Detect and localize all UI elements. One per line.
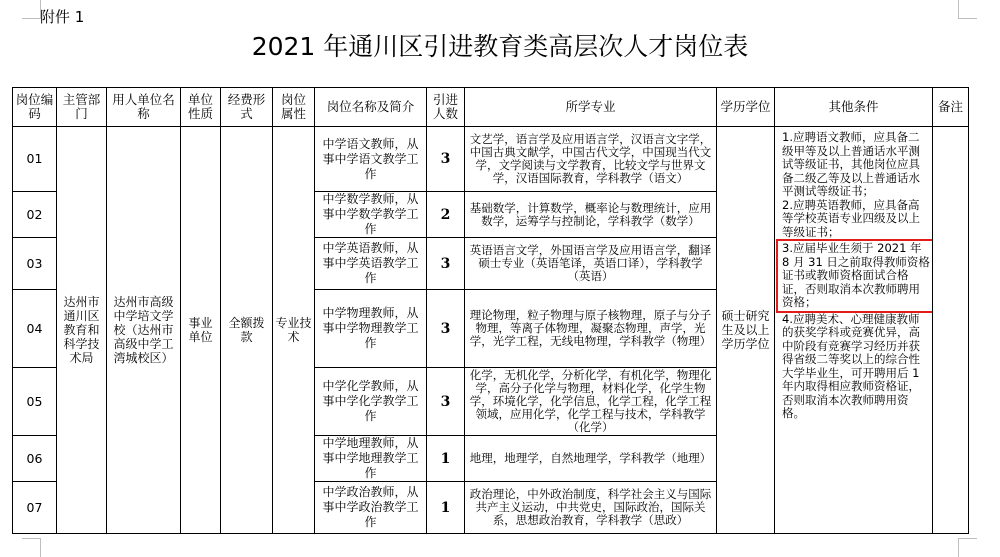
employer-cell: 达州市高级中学培文学校（达州市高级中学工湾城校区） [107, 127, 181, 534]
row-major: 理论物理，粒子物理与原子核物理，原子与分子物理，等离子体物理，凝聚态物理，声学，光学，光学工程，无线电物理，学科教学（物理） [465, 290, 717, 368]
header-attribute: 岗位属性 [273, 88, 315, 127]
row-count: 3 [427, 290, 465, 368]
header-major: 所学专业 [465, 88, 717, 127]
table-row [13, 127, 969, 192]
row-code: 02 [13, 192, 57, 238]
row-count: 1 [427, 436, 465, 482]
row-code: 06 [13, 436, 57, 482]
row-count: 2 [427, 192, 465, 238]
condition-1: 1.应聘语文教师，应具备二级甲等及以上普通话水平测试等级证书，其他岗位应具备二级乙等及以上普通话水平测试等级证书； [782, 130, 920, 198]
row-position: 中学英语教师，从事中学英语教学工作 [315, 238, 427, 290]
row-position: 中学政治教师，从事中学政治教学工作 [315, 482, 427, 534]
crop-mark-top-left [22, 0, 41, 19]
header-code: 岗位编码 [13, 88, 57, 127]
row-position: 中学化学教师，从事中学化学教学工作 [315, 368, 427, 436]
crop-mark-bottom-left [22, 538, 41, 557]
row-major: 政治理论，中外政治制度，科学社会主义与国际共产主义运动，中共党史，国际政治，国际关系，思想政治教育，学科教学（思政） [465, 482, 717, 534]
table-header-row [13, 88, 969, 127]
row-major: 文艺学，语言学及应用语言学，汉语言文字学，中国古典文献学，中国古代文学，中国现当代文学，文学阅读与文学教育，比较文学与世界文学，汉语国际教育，学科教学（语文） [465, 127, 717, 192]
row-position: 中学地理教师，从事中学地理教学工作 [315, 436, 427, 482]
row-major: 英语语言文学，外国语言学及应用语言学，翻译硕士专业（英语笔译，英语口译），学科教学（英语） [465, 238, 717, 290]
funding-cell: 全额拨款 [221, 127, 273, 534]
crop-mark-bottom-right [958, 538, 977, 557]
header-remark: 备注 [933, 88, 969, 127]
header-position: 岗位名称及简介 [315, 88, 427, 127]
row-major: 地理，地理学，自然地理学，学科教学（地理） [465, 436, 717, 482]
remark-cell [933, 127, 969, 534]
row-major: 化学，无机化学，分析化学，有机化学，物理化学，高分子化学与物理，材料化学，化学生物学，环境化学，化学信息，化学工程，化学工程领域，应用化学，化学工程与技术，学科教学（化学） [465, 368, 717, 436]
row-code: 03 [13, 238, 57, 290]
attribute-cell: 专业技术 [273, 127, 315, 534]
header-funding: 经费形式 [221, 88, 273, 127]
positions-table [12, 87, 969, 534]
degree-cell: 硕士研究生及以上学历学位 [717, 127, 775, 534]
row-count: 3 [427, 127, 465, 192]
unit-nature-cell: 事业单位 [181, 127, 221, 534]
row-major: 基础数学，计算数学，概率论与数理统计，应用数学，运筹学与控制论，学科教学（数学） [465, 192, 717, 238]
condition-3-highlighted: 3.应届毕业生须于 2021 年 8 月 31 日之前取得教师资格证书或教师资格面试合格证，否则取消本次教师聘用资格； [778, 241, 932, 311]
attachment-label: 附件 1 [40, 8, 85, 26]
dept-cell: 达州市通川区教育和科学技术局 [57, 127, 107, 534]
header-other: 其他条件 [775, 88, 933, 127]
header-employer: 用人单位名称 [107, 88, 181, 127]
header-count: 引进人数 [427, 88, 465, 127]
row-code: 01 [13, 127, 57, 192]
page-title: 2021 年通川区引进教育类高层次人才岗位表 [251, 32, 749, 61]
row-code: 04 [13, 290, 57, 368]
row-count: 1 [427, 482, 465, 534]
header-unit-nature: 单位性质 [181, 88, 221, 127]
other-conditions-cell [775, 127, 933, 534]
row-position: 中学数学教师，从事中学数学教学工作 [315, 192, 427, 238]
header-degree: 学历学位 [717, 88, 775, 127]
condition-4: 4.应聘美术、心理健康教师的获奖学科或竞赛优异，高中阶段有竞赛学习经历并获得省级二等奖以上的综合性大学毕业生，可开聘用后 1 年内取得相应教师资格证，否则取消本次教师聘用资格。 [782, 311, 920, 420]
row-code: 05 [13, 368, 57, 436]
condition-2: 2.应聘英语教师，应具备高等学校英语专业四级及以上等级证书； [782, 197, 920, 239]
crop-mark-top-right [958, 0, 977, 19]
row-position: 中学物理教师，从事中学物理教学工作 [315, 290, 427, 368]
header-dept: 主管部门 [57, 88, 107, 127]
row-code: 07 [13, 482, 57, 534]
row-count: 3 [427, 368, 465, 436]
row-count: 3 [427, 238, 465, 290]
row-position: 中学语文教师，从事中学语文教学工作 [315, 127, 427, 192]
